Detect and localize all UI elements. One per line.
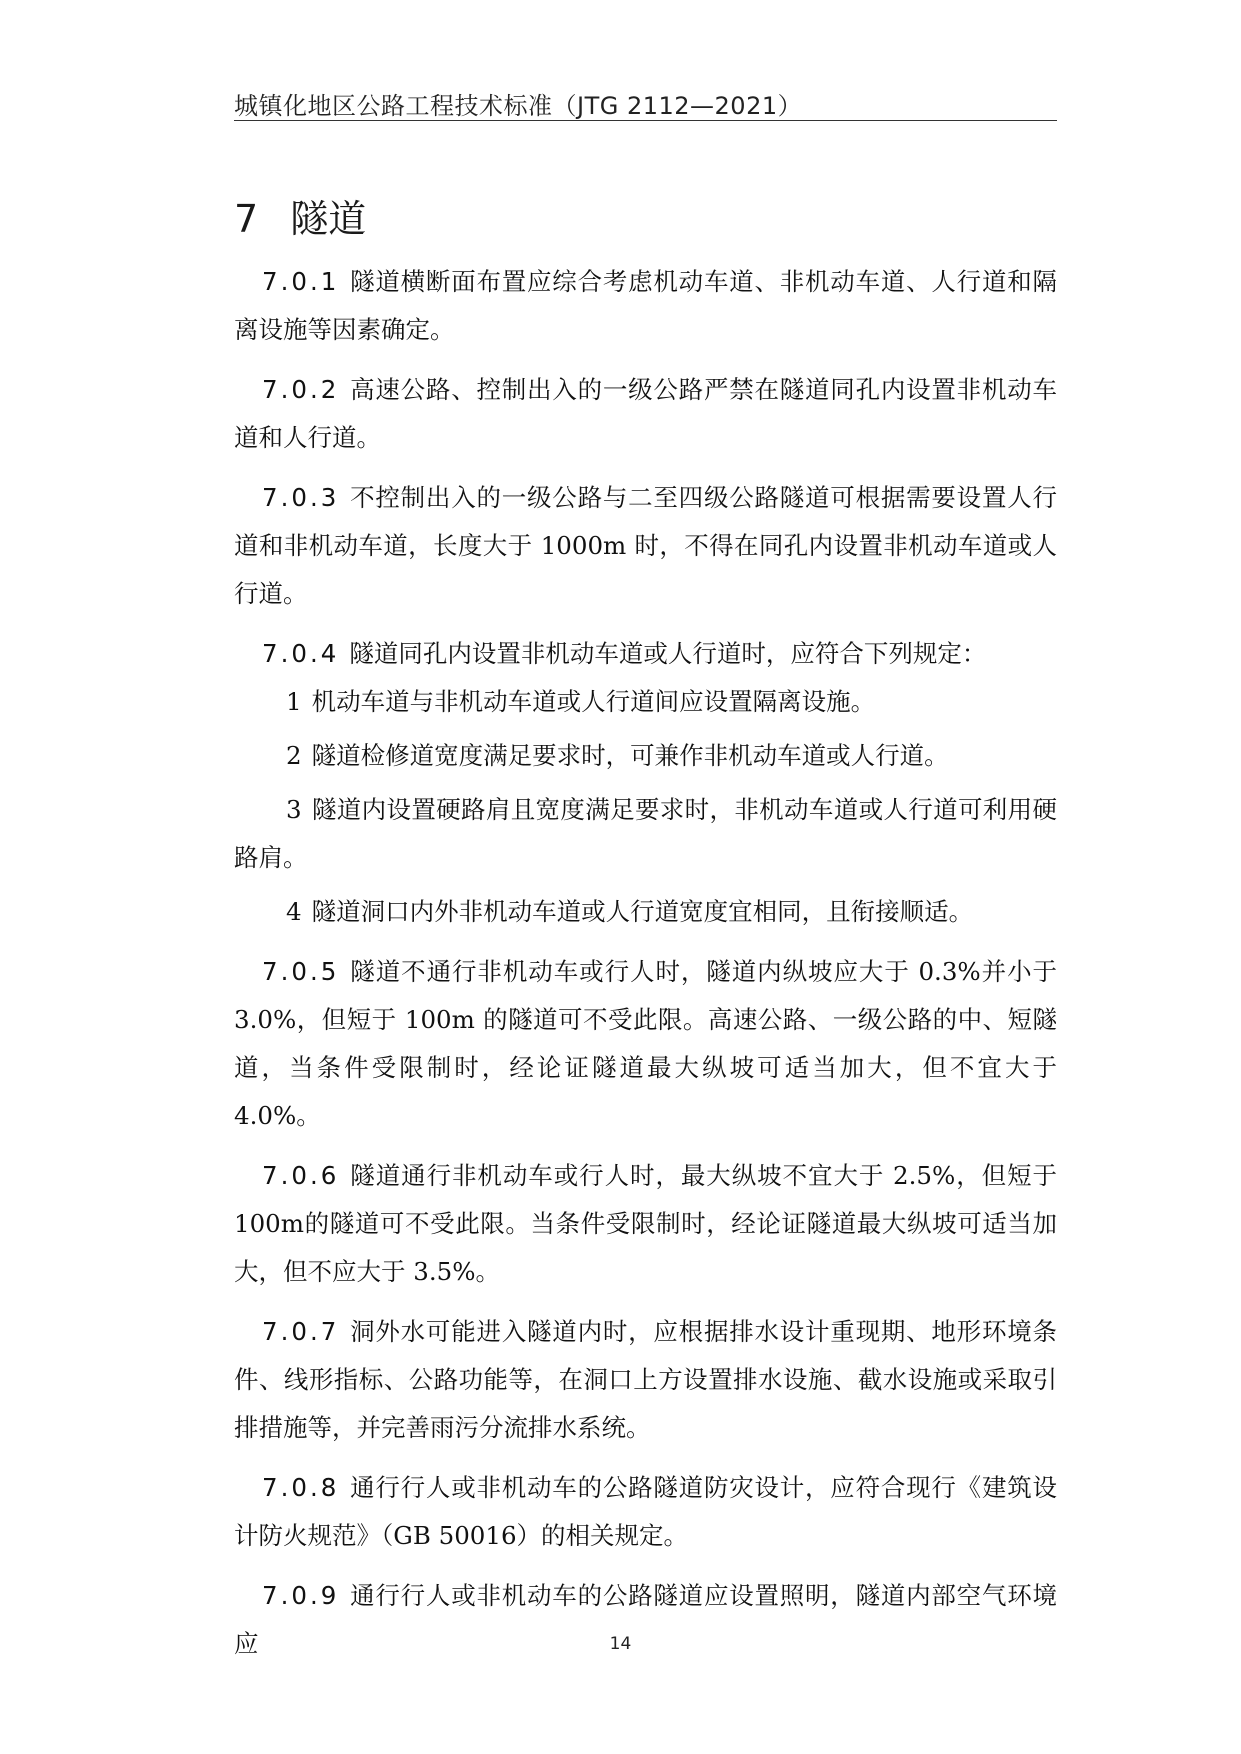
clause-number: 7.0.4 xyxy=(262,639,340,668)
item-number: 1 xyxy=(286,687,302,716)
clause-text: 隧道同孔内设置非机动车道或人行道时，应符合下列规定： xyxy=(349,639,987,668)
clause-7-0-2 xyxy=(234,366,1057,462)
chapter-heading xyxy=(234,188,366,243)
clause-7-0-4-item-2 xyxy=(234,732,1057,780)
clause-7-0-3 xyxy=(234,474,1057,618)
clause-7-0-6 xyxy=(234,1152,1057,1296)
document-body xyxy=(234,258,1057,1680)
clause-7-0-4-item-3 xyxy=(234,786,1057,882)
clause-7-0-8 xyxy=(234,1464,1057,1560)
item-text: 隧道内设置硬路肩且宽度满足要求时，非机动车道或人行道可利用硬路肩。 xyxy=(234,795,1057,872)
clause-number: 7.0.3 xyxy=(262,483,340,512)
clause-7-0-4-item-1 xyxy=(234,678,1057,726)
clause-text: 高速公路、控制出入的一级公路严禁在隧道同孔内设置非机动车道和人行道。 xyxy=(234,375,1057,452)
clause-number: 7.0.8 xyxy=(262,1473,340,1502)
clause-number: 7.0.7 xyxy=(262,1317,340,1346)
clause-7-0-5 xyxy=(234,948,1057,1140)
chapter-title: 隧道 xyxy=(290,197,367,241)
clause-number: 7.0.1 xyxy=(262,267,340,296)
clause-number: 7.0.5 xyxy=(262,957,340,986)
chapter-number: 7 xyxy=(234,197,259,241)
clause-text: 隧道通行非机动车或行人时，最大纵坡不宜大于 2.5%，但短于 100m的隧道可不受此限。当条件受限制时，经论证隧道最大纵坡可适当加大，但不应大于 3.5%。 xyxy=(234,1161,1057,1286)
page-number: 14 xyxy=(609,1634,632,1654)
clause-7-0-7 xyxy=(234,1308,1057,1452)
item-text: 隧道检修道宽度满足要求时，可兼作非机动车道或人行道。 xyxy=(311,741,949,770)
clause-number: 7.0.6 xyxy=(262,1161,340,1190)
header-rule xyxy=(234,120,1057,121)
item-text: 隧道洞口内外非机动车道或人行道宽度宜相同，且衔接顺适。 xyxy=(311,897,974,926)
clause-text: 通行行人或非机动车的公路隧道防灾设计，应符合现行《建筑设计防火规范》（GB 50016）的相关规定。 xyxy=(234,1473,1057,1550)
clause-number: 7.0.2 xyxy=(262,375,340,404)
clause-7-0-4-item-4 xyxy=(234,888,1057,936)
item-number: 2 xyxy=(286,741,302,770)
clause-text: 不控制出入的一级公路与二至四级公路隧道可根据需要设置人行道和非机动车道，长度大于 1000m 时，不得在同孔内设置非机动车道或人行道。 xyxy=(234,483,1057,608)
clause-text: 通行行人或非机动车的公路隧道应设置照明，隧道内部空气环境应 xyxy=(234,1581,1057,1658)
running-header: 城镇化地区公路工程技术标准（JTG 2112—2021） xyxy=(234,92,803,120)
clause-text: 隧道横断面布置应综合考虑机动车道、非机动车道、人行道和隔离设施等因素确定。 xyxy=(234,267,1057,344)
item-number: 3 xyxy=(286,795,302,824)
item-text: 机动车道与非机动车道或人行道间应设置隔离设施。 xyxy=(311,687,876,716)
clause-7-0-4 xyxy=(234,630,1057,678)
clause-number: 7.0.9 xyxy=(262,1581,340,1610)
clause-text: 洞外水可能进入隧道内时，应根据排水设计重现期、地形环境条件、线形指标、公路功能等，在洞口上方设置排水设施、截水设施或采取引排措施等，并完善雨污分流排水系统。 xyxy=(234,1317,1057,1442)
item-number: 4 xyxy=(286,897,302,926)
clause-text: 隧道不通行非机动车或行人时，隧道内纵坡应大于 0.3%并小于3.0%，但短于 100m 的隧道可不受此限。高速公路、一级公路的中、短隧道，当条件受限制时，经论证隧道最大纵坡可适当加大，但不宜大于 4.0%。 xyxy=(234,957,1057,1130)
clause-7-0-1 xyxy=(234,258,1057,354)
